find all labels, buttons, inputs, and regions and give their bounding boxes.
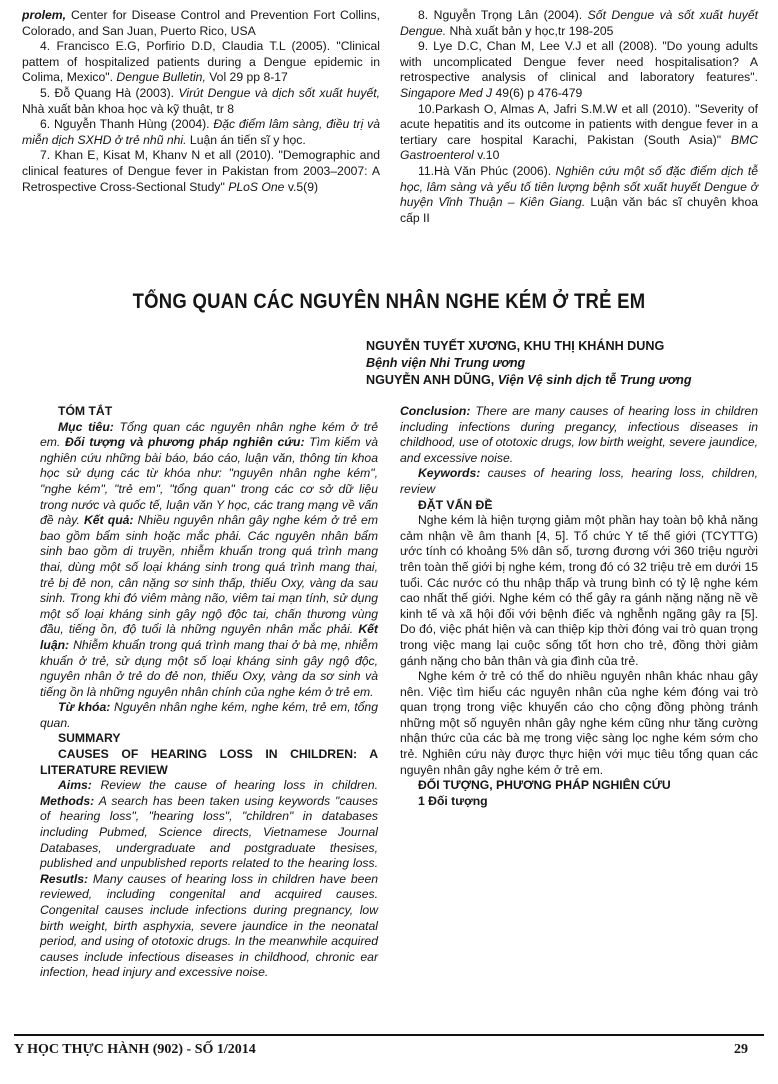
footer-rule xyxy=(14,1034,764,1036)
reference-item: 4. Francisco E.G, Porfirio D.D, Claudia T.L (2005). "Clinical pattem of hospitalized patients during a Dengue epidemic in Colima, Mexico". Dengue Bulletin, Vol 29 pp 8-17 xyxy=(22,39,380,85)
reference-item: 9. Lye D.C, Chan M, Lee V.J et all (2008). "Do young adults with uncomplicated Dengue fever need hospitalisation? A retrospective analysis of clinical and laboratory features". Singapore Med J 49(6) p 476-479 xyxy=(400,39,758,100)
summary-heading: SUMMARY xyxy=(58,731,121,746)
abstract-column xyxy=(40,404,378,981)
references-right xyxy=(400,8,758,226)
article-title: TỔNG QUAN CÁC NGUYÊN NHÂN NGHE KÉM Ở TRẺ EM xyxy=(132,290,646,313)
reference-item: 6. Nguyễn Thanh Hùng (2004). Đặc điểm lâm sàng, điều trị và miễn dịch SXHD ở trẻ nhũ nhi. Luận án tiến sĩ y học. xyxy=(22,117,380,147)
abstract-en-body: Aims: Review the cause of hearing loss in children. Methods: A search has been taken using keywords "causes of hearing loss", "hearing loss", "children" in databases including Pubmed, Science directs, Vietnamese Journal Databases, undergraduate and postgraduate thesises, published and unpublished reports related to the hearing loss. Resutls: Many causes of hearing loss in children have been reviewed, including congenital and acquired causes. Congenital causes include infections during pregnancy, low birth weight, birth asphyxia, severe jaundice in the neonatal period, and using of ototoxic drugs. In the meanwhile acquired causes include infectious diseases in childhood, chronic ear infection, head injury and excessive noise. xyxy=(40,778,378,980)
reference-item: 5. Đỗ Quang Hà (2003). Virút Dengue và dịch sốt xuất huyết, Nhà xuất bản khoa học và kỹ thuật, tr 8 xyxy=(22,85,380,116)
reference-item: 8. Nguyễn Trọng Lân (2004). Sốt Dengue và sốt xuất huyết Dengue. Nhà xuất bản y học,tr 198-205 xyxy=(400,8,758,38)
body-paragraph: Nghe kém là hiện tượng giảm một phần hay toàn bộ khả năng cảm nhận về âm thanh [4, 5]. Tổ chức Y tế thế giới (TCYTTG) ước tính có khoảng 5% dân số, tương đương với 360 triệu người trên toàn thế giới bị nghe kém, trong đó có 32 triệu trẻ em dưới 15 tuổi. Các nước có thu nhập thấp và trung bình có tỷ lệ nghe kém cao nhất thế giới. Nghe kém có thể gây ra gánh nặng nặng nề về kinh tế và xã hội đối với bệnh điếc và nghễnh ngãng gây ra [5]. Do đó, việc phát hiện và can thiệp kịp thời đóng vai trò quan trọng trong việc mang lại cuộc sống tốt hơn cho trẻ, đồng thời giảm gánh nặng cho bản thân và gia đình của trẻ. xyxy=(400,513,758,668)
keywords-vi: Từ khóa: Nguyên nhân nghe kém, nghe kém, trẻ em, tổng quan. xyxy=(40,700,378,730)
section-heading: ĐẶT VẤN ĐỀ xyxy=(418,497,493,512)
abstract-vi-body: Mục tiêu: Tổng quan các nguyên nhân nghe kém ở trẻ em. Đối tượng và phương pháp nghiên cứu: Tìm kiếm và nghiên cứu những bài báo, báo cáo, luận văn, thông tin khoa học sử dụng các từ khóa như: "nguyên nhân nghe kém", "nghe kém", "trẻ em", "tổng quan" trong các cơ sở dữ liệu trong nước và quốc tế, luận văn Y học, các trang mạng về vấn đề này. Kết quả: Nhiều nguyên nhân gây nghe kém ở trẻ em bao gồm bẩm sinh hoặc mắc phải. Các nguyên nhân bẩm sinh bao gồm di truyền, nhiễm khuẩn trong quá trình mang thai, dùng một số loại kháng sinh trong quá trình mang thai, trẻ bị đẻ non, cân nặng sơ sinh thấp, thiếu Oxy, vàng da sau sinh. Trong khi đó viêm màng não, viêm tai mạn tính, sử dụng một số loại kháng sinh gây ngộ độc tai, chấn thương vùng đầu, tiếng ồn, độ tuổi là những nguyên nhân mắc phải. Kết luận: Nhiễm khuẩn trong quá trình mang thai ở bà mẹ, nhiễm khuẩn ở trẻ, sử dụng một số loại kháng sinh gây ngộ độc, nguyên nhân ở trẻ do đẻ non, thiếu Oxy, vàng da sơ sinh và tiếng ồn là những nguyên nhân chính của nghe kém ở trẻ em. xyxy=(40,419,378,699)
journal-footer: Y HỌC THỰC HÀNH (902) - SỐ 1/2014 xyxy=(14,1042,256,1057)
page-number: 29 xyxy=(734,1042,748,1057)
body-paragraph: Nghe kém ở trẻ có thể do nhiều nguyên nhân khác nhau gây nên. Việc tìm hiểu các nguyên nhân của nghe kém đóng vai trò quan trọng trong việc khuyến cáo cho cộng đồng phòng tránh những một số nguyên nhân gây nghe kém cũng như tăng cường nhận thức của các bà mẹ trong việc sàng lọc nghe kém sớm cho trẻ. Nghiên cứu này được thực hiện với mục tiêu tổng quan các nguyên nhân gây nghe kém ở trẻ em. xyxy=(400,669,758,777)
summary-title: CAUSES OF HEARING LOSS IN CHILDREN: A LITERATURE REVIEW xyxy=(40,747,378,777)
author-line: NGUYỄN TUYẾT XƯƠNG, KHU THỊ KHÁNH DUNG xyxy=(366,339,665,353)
keywords-en: Keywords: causes of hearing loss, hearing loss, children, review xyxy=(400,466,758,496)
references-left xyxy=(22,8,380,195)
abstract-heading: TÓM TẮT xyxy=(58,404,113,418)
subsection-heading: 1 Đối tượng xyxy=(418,793,488,808)
abstract-en-continued: Conclusion: There are many causes of hearing loss in children including infections during pregancy, infectious diseases in childhood, use of ototoxic drugs, low birth weight, severe jaundice, and excessive noise. xyxy=(400,404,758,465)
reference-item: 10.Parkash O, Almas A, Jafri S.M.W et all (2010). "Severity of acute hepatitis and its outcome in patients with dengue fever in a tertiary care hospital Karachi, Pakistan (South Asia)" BMC Gastroenterol v.10 xyxy=(400,101,758,163)
author-line: NGUYỄN ANH DŨNG, Viện Vệ sinh dịch tễ Trung ương xyxy=(366,373,692,387)
authors-block xyxy=(366,338,692,389)
reference-item: 7. Khan E, Kisat M, Khanv N et all (2010). "Demographic and clinical features of Dengue fever in Pakistan from 2003–2007: A Retrospective Cross-Sectional Study" PLoS One v.5(9) xyxy=(22,148,380,194)
author-affiliation: Bệnh viện Nhi Trung ương xyxy=(366,356,526,370)
body-column xyxy=(400,404,758,809)
section-heading: ĐỐI TƯỢNG, PHƯƠNG PHÁP NGHIÊN CỨU xyxy=(418,778,671,793)
reference-item: prolem, Center for Disease Control and Prevention Fort Collins, Colorado, and San Juan, Puerto Rico, USA xyxy=(22,8,380,38)
reference-item: 11.Hà Văn Phúc (2006). Nghiên cứu một số đặc điểm dịch tễ học, lâm sàng và yếu tố tiên lượng bệnh sốt xuất huyết Dengue ở huyện Vĩnh Thuận – Kiên Giang. Luận văn bác sĩ chuyên khoa cấp II xyxy=(400,163,759,225)
